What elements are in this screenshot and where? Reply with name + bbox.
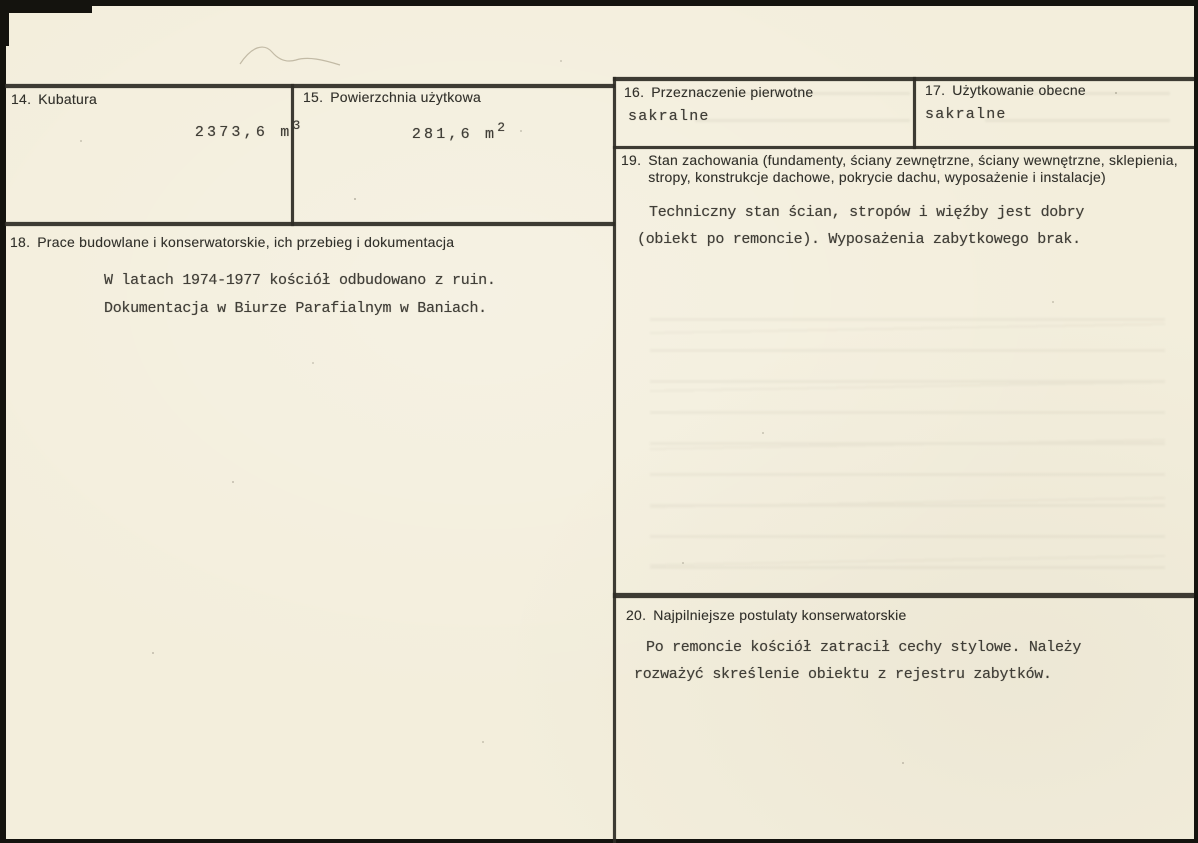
- field-20-label: [626, 607, 907, 624]
- field-15-value: [363, 108, 505, 162]
- field-19-label-line-1: Stan zachowania (fundamenty, ściany zewnętrzne, ściany wewnętrzne, sklepienia,: [648, 152, 1178, 168]
- field-17-number: 17.: [925, 82, 946, 98]
- field-14-value-exponent: 3: [292, 118, 301, 133]
- field-17-label: [925, 82, 1086, 99]
- field-14-value-text: 2373,6 m: [194, 124, 293, 141]
- border-above-20: [613, 593, 1194, 598]
- field-15-value-text: 281,6 m: [411, 126, 498, 143]
- scan-edge-top-left-corner: [0, 0, 92, 13]
- scan-edge-right: [1194, 0, 1198, 843]
- field-18-number: 18.: [10, 234, 31, 250]
- field-19-label: [621, 152, 1178, 186]
- border-main-vertical-divider: [613, 77, 616, 843]
- bleedthrough-smudge: [985, 92, 1170, 140]
- field-19-number: 19.: [621, 152, 642, 168]
- field-15-number: 15.: [303, 89, 324, 105]
- field-15-label-text: Powierzchnia użytkowa: [330, 89, 481, 105]
- scan-edge-bottom: [0, 839, 1198, 843]
- bleedthrough-smudge: [650, 318, 1165, 573]
- field-19-entry-line: (obiekt po remoncie). Wyposażenia zabytkowego brak.: [637, 231, 1081, 248]
- field-15-value-exponent: 2: [497, 120, 506, 135]
- field-17-value: sakralne: [925, 106, 1007, 123]
- field-16-label: [624, 84, 813, 101]
- field-15-label: [303, 89, 481, 106]
- field-20-entry-line: rozważyć skreślenie obiektu z rejestru zabytków.: [634, 666, 1052, 683]
- border-under-16-17: [613, 146, 1194, 149]
- border-right-table-top: [613, 77, 1194, 81]
- field-14-value: [146, 106, 300, 160]
- border-left-table-bottom: [5, 222, 615, 226]
- field-20-entry-line: Po remoncie kościół zatracił cechy stylowe. Należy: [646, 639, 1082, 656]
- scan-edge-left-upper: [0, 0, 9, 46]
- field-19-label-line-2: stropy, konstrukcje dachowe, pokrycie dachu, wyposażenie i instalacje): [648, 169, 1106, 185]
- scan-edge-left: [0, 0, 6, 843]
- field-18-entry-line: Dokumentacja w Biurze Parafialnym w Baniach.: [104, 300, 487, 317]
- field-18-label-text: Prace budowlane i konserwatorskie, ich przebieg i dokumentacja: [37, 234, 455, 250]
- field-18-label: [10, 234, 454, 251]
- field-19-entry-line: Techniczny stan ścian, stropów i więźby jest dobry: [649, 204, 1085, 221]
- field-20-number: 20.: [626, 607, 647, 623]
- field-18-entry-line: W latach 1974-1977 kościół odbudowano z ruin.: [104, 272, 496, 289]
- field-16-label-text: Przeznaczenie pierwotne: [651, 84, 814, 100]
- field-14-label-text: Kubatura: [38, 91, 98, 107]
- field-17-label-text: Użytkowanie obecne: [952, 82, 1086, 98]
- scan-edge-top: [0, 0, 1198, 6]
- field-14-number: 14.: [11, 91, 32, 107]
- field-14-label: [11, 91, 97, 108]
- border-left-table-top: [5, 84, 615, 88]
- field-19-label-text: [648, 152, 1178, 186]
- field-16-value: sakralne: [628, 108, 710, 125]
- border-divider-16-17: [913, 77, 916, 149]
- field-16-number: 16.: [624, 84, 645, 100]
- pen-squiggle-mark: [236, 36, 344, 74]
- field-20-label-text: Najpilniejsze postulaty konserwatorskie: [653, 607, 907, 623]
